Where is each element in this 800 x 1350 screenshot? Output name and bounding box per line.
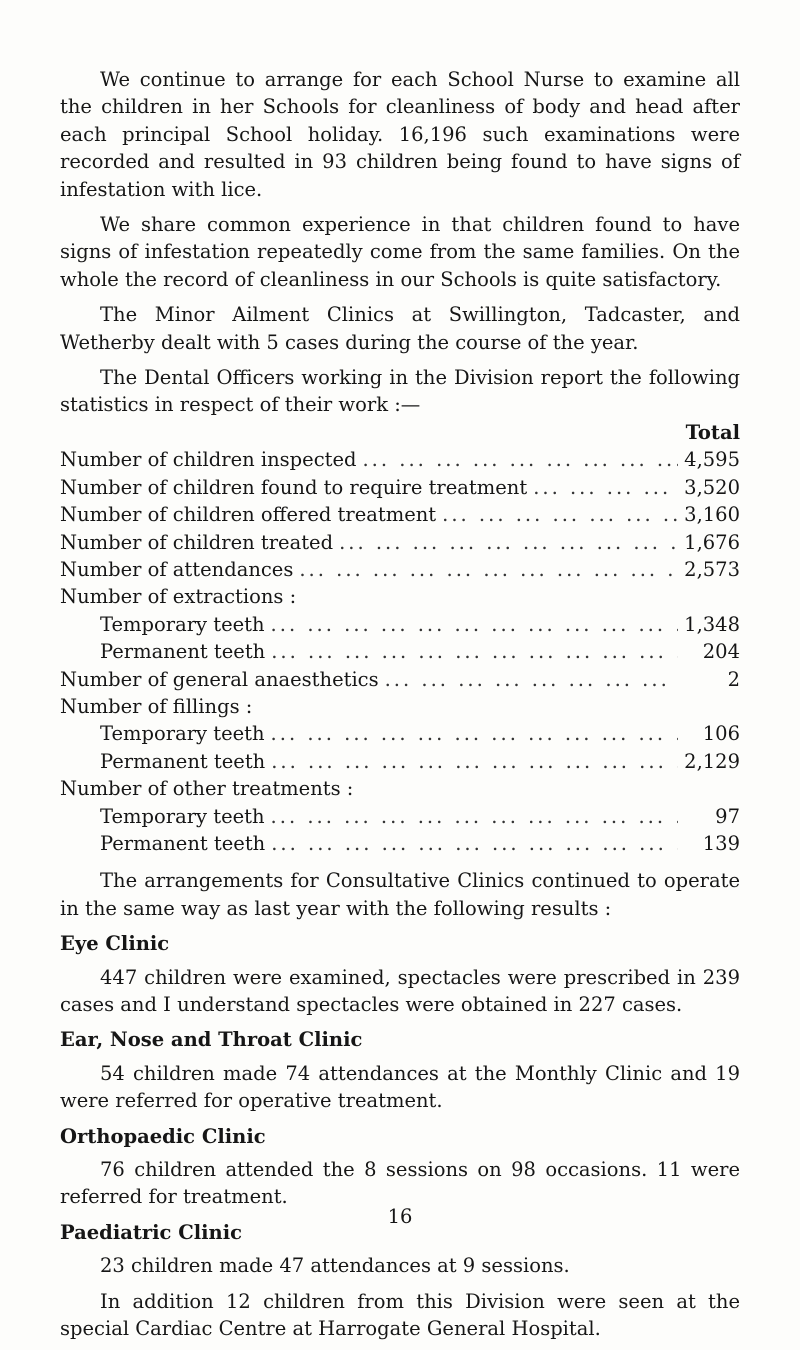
- paragraph-infestation: We share common experience in that children found to have signs of infestation repeatedly come from the same families. On the whole the record of cleanliness in our Schools is quite satisfactory.: [60, 213, 740, 291]
- row-value: 1,348: [684, 612, 740, 636]
- row-value: 97: [715, 804, 740, 828]
- paediatric-clinic-heading: Paediatric Clinic: [60, 1220, 243, 1244]
- leader-dots: [265, 720, 678, 747]
- orthopaedic-clinic-text: 76 children attended the 8 sessions on 98 occasions. 11 were referred for treatment.: [60, 1158, 740, 1209]
- leader-dots: [333, 529, 678, 556]
- table-row: [60, 748, 740, 775]
- eye-clinic-heading: Eye Clinic: [60, 932, 170, 956]
- row-label: Number of children inspected: [60, 448, 357, 472]
- paediatric-clinic-text: 23 children made 47 attendances at 9 sessions.: [100, 1254, 570, 1278]
- page-number: 16: [387, 1205, 413, 1228]
- ent-clinic-text: 54 children made 74 attendances at the Monthly Clinic and 19 were referred for operative treatment.: [60, 1061, 740, 1113]
- row-label: Number of children found to require treatment: [60, 475, 528, 499]
- document-page: [60, 66, 740, 1350]
- table-row: [60, 693, 740, 720]
- leader-dots: [265, 611, 678, 638]
- leader-dots: [265, 748, 678, 775]
- row-label: Permanent teeth: [100, 640, 266, 664]
- table-row: [60, 583, 740, 610]
- table-row: [60, 775, 740, 802]
- ent-clinic-heading: Ear, Nose and Throat Clinic: [60, 1028, 363, 1052]
- table-row: [60, 666, 740, 693]
- row-label: Number of general anaesthetics: [60, 667, 379, 691]
- leader-dots: [527, 474, 678, 501]
- table-row: [60, 803, 740, 830]
- leader-dots: [436, 501, 678, 528]
- row-value: 1,676: [684, 530, 740, 554]
- table-row: [60, 529, 740, 556]
- row-label: Number of children treated: [60, 530, 334, 554]
- paragraph-cleanliness: We continue to arrange for each School Nurse to examine all the children in her Schools for cleanliness of body and head after each principal School holiday. 16,196 such examinations were recorded and resulted in 93 children being found to have signs of infestation with lice.: [60, 68, 740, 201]
- orthopaedic-clinic-heading: Orthopaedic Clinic: [60, 1124, 266, 1148]
- paragraph-minor-ailment: The Minor Ailment Clinics at Swillington, Tadcaster, and Wetherby dealt with 5 cases during the course of the year.: [60, 303, 740, 354]
- leader-dots: [265, 803, 678, 830]
- row-value: 2,129: [684, 749, 740, 773]
- leader-dots: [265, 830, 678, 857]
- row-value: 2,573: [684, 557, 740, 581]
- dental-statistics-table: [60, 419, 740, 858]
- row-value: 4,595: [684, 448, 740, 472]
- row-label: Number of fillings :: [60, 694, 253, 718]
- row-value: 3,160: [684, 503, 740, 527]
- paragraph-consultative-intro: The arrangements for Consultative Clinics continued to operate in the same way as last year with the following results :: [60, 869, 740, 920]
- row-value: 106: [702, 722, 740, 746]
- row-label: Permanent teeth: [100, 831, 266, 855]
- row-value: 3,520: [684, 475, 740, 499]
- table-row: [60, 556, 740, 583]
- row-label: Temporary teeth: [100, 804, 265, 828]
- leader-dots: [379, 666, 678, 693]
- row-label: Temporary teeth: [100, 722, 265, 746]
- row-label: Number of other treatments :: [60, 777, 354, 801]
- row-label: Number of children offered treatment: [60, 503, 437, 527]
- total-column-header: Total: [685, 420, 740, 444]
- row-label: Number of attendances: [60, 557, 294, 581]
- paragraph-dental-intro: The Dental Officers working in the Division report the following statistics in respect of their work :—: [60, 366, 740, 417]
- paediatric-clinic-text-addition: In addition 12 children from this Division were seen at the special Cardiac Centre at Harrogate General Hospital.: [60, 1289, 740, 1341]
- row-value: 2: [727, 667, 740, 691]
- eye-clinic-text: 447 children were examined, spectacles were prescribed in 239 cases and I understand spectacles were obtained in 227 cases.: [60, 965, 740, 1016]
- table-row: [60, 501, 740, 528]
- row-label: Permanent teeth: [100, 749, 266, 773]
- table-row: [60, 611, 740, 638]
- leader-dots: [356, 446, 678, 473]
- leader-dots: [293, 556, 678, 583]
- leader-dots: [265, 638, 678, 665]
- table-row: [60, 638, 740, 665]
- table-row: [60, 720, 740, 747]
- row-value: 139: [702, 831, 740, 855]
- row-label: Temporary teeth: [100, 612, 265, 636]
- row-value: 204: [702, 640, 740, 664]
- table-row: [60, 446, 740, 473]
- table-row: [60, 830, 740, 857]
- row-label: Number of extractions :: [60, 585, 297, 609]
- table-row: [60, 474, 740, 501]
